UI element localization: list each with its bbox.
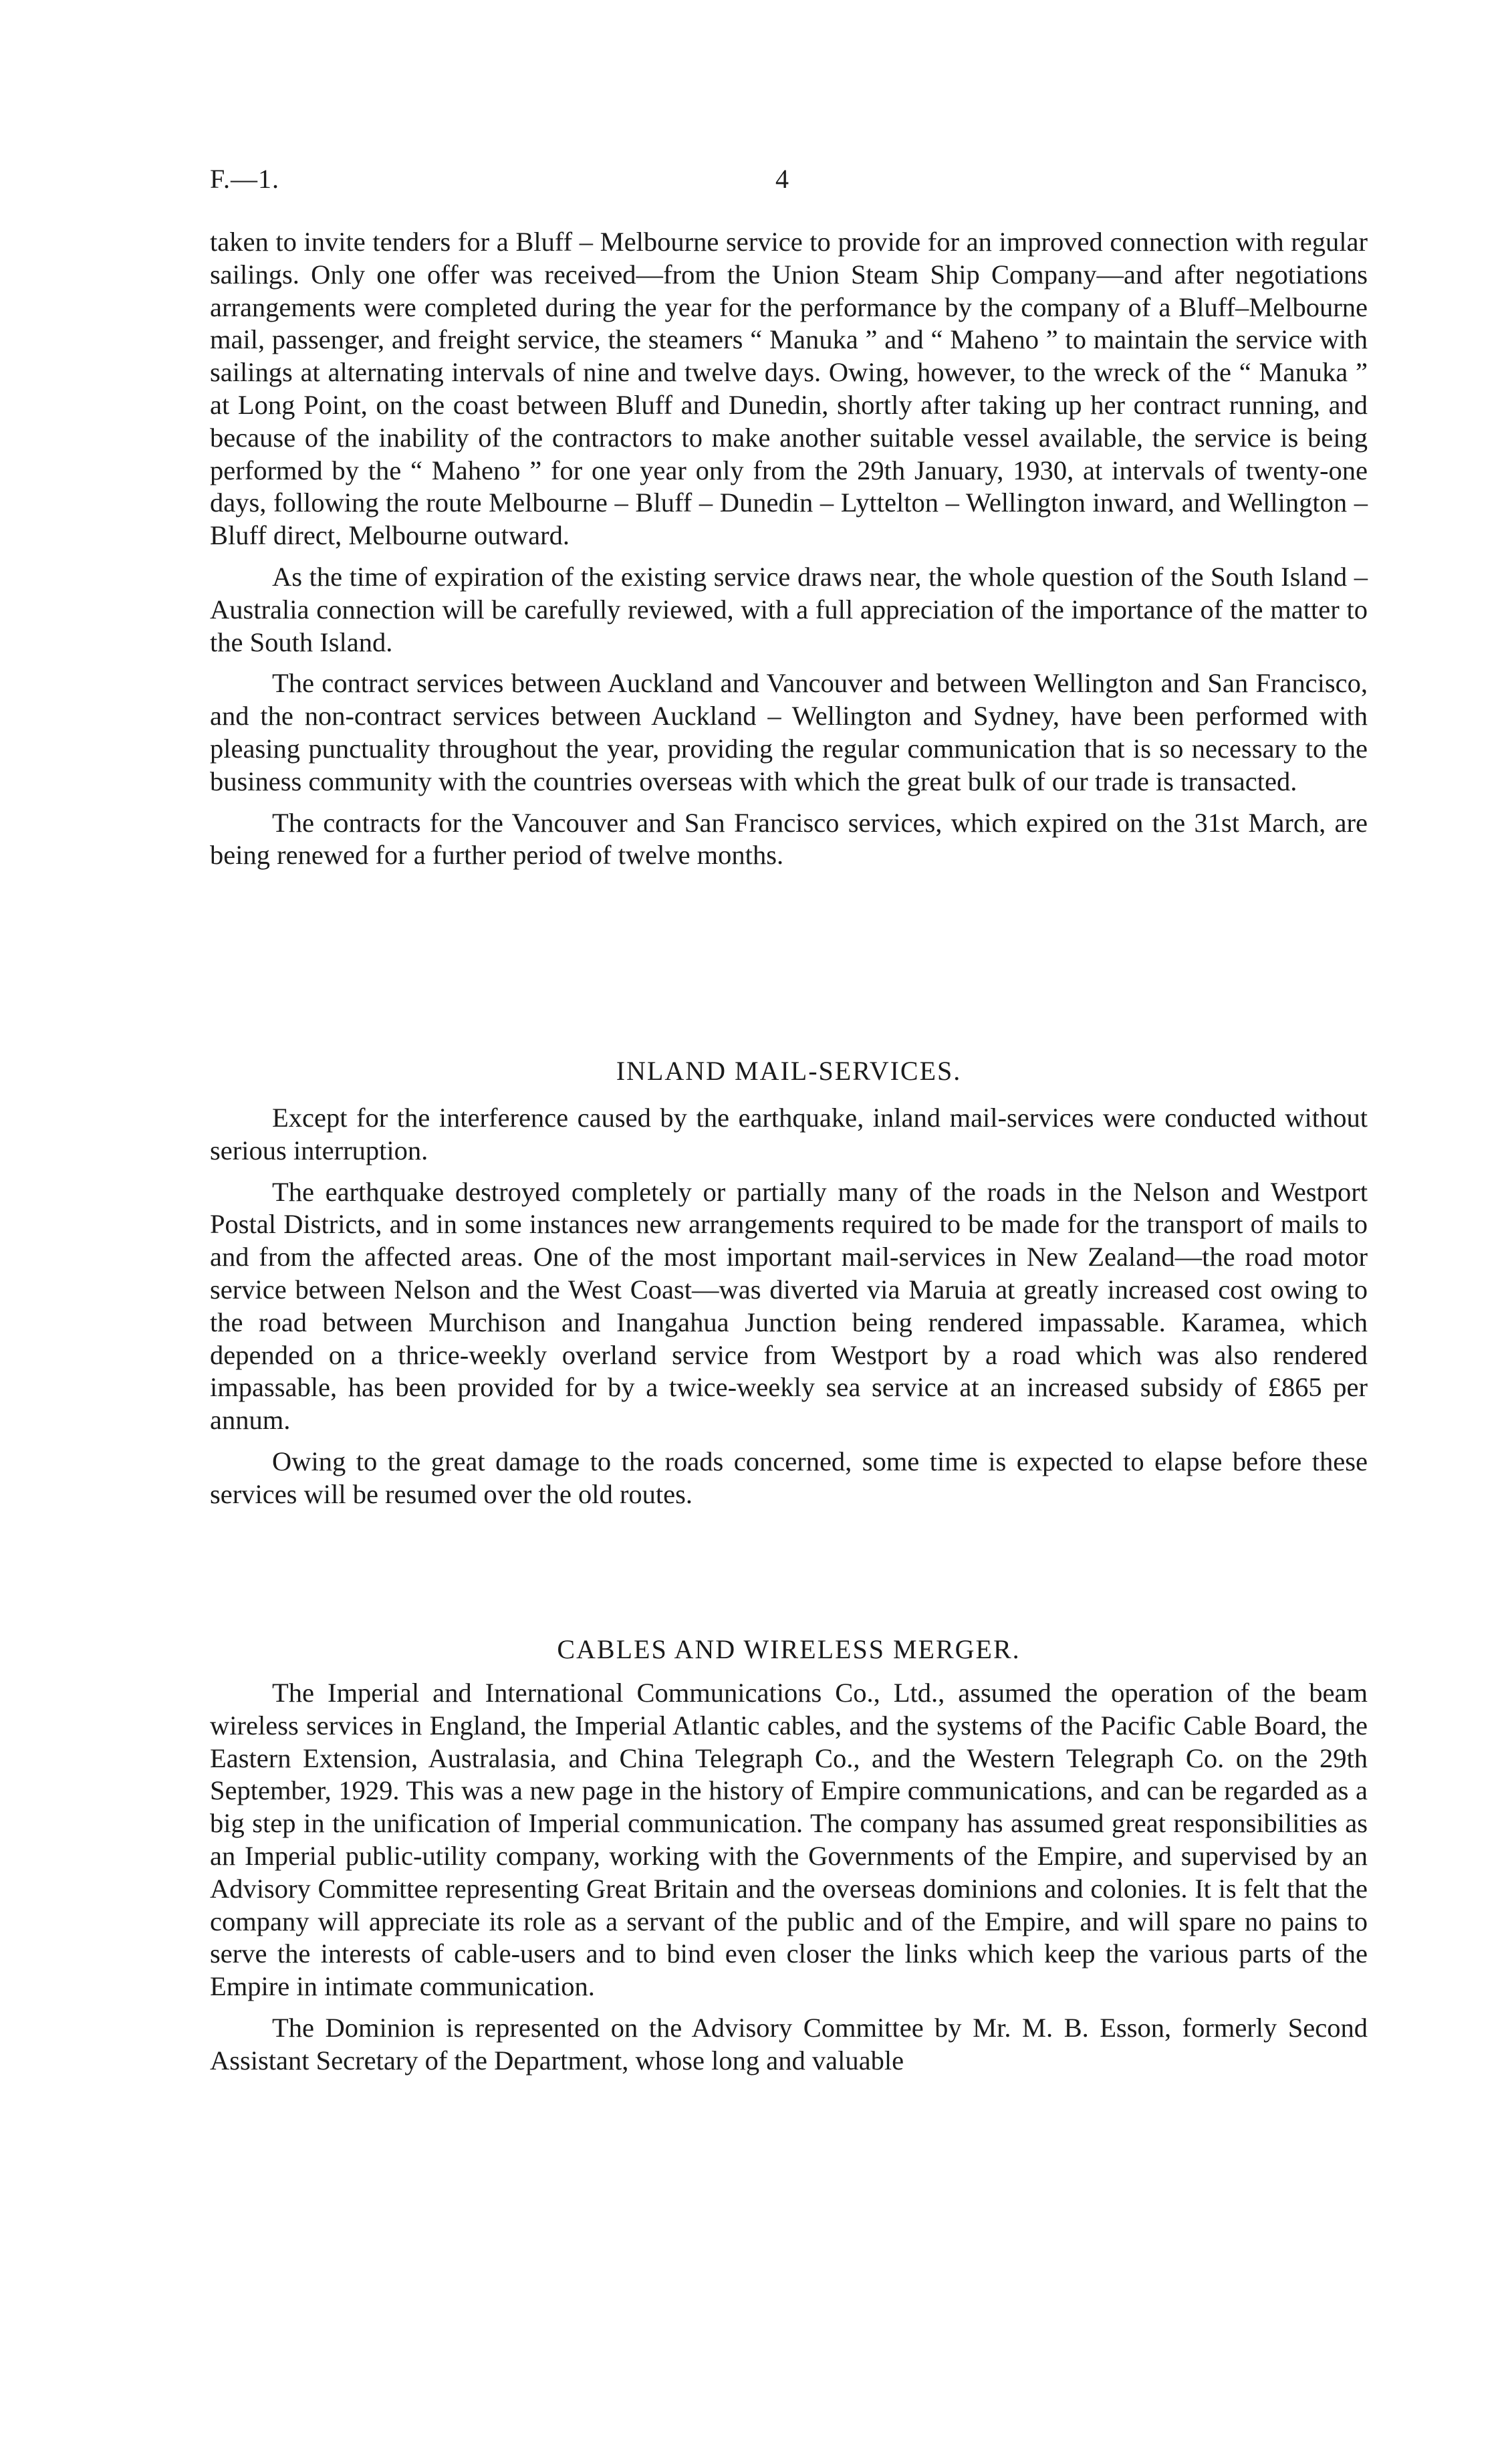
- paragraph: Owing to the great damage to the roads concerned, some time is expected to elapse before these services will be resumed over the old routes.: [210, 1446, 1368, 1509]
- mail-services-section: [210, 226, 1368, 881]
- cables-wireless-merger-heading: CABLES AND WIRELESS MERGER.: [557, 1634, 1021, 1664]
- paragraph: Except for the interference caused by the earthquake, inland mail-services were conducted without serious interruption.: [210, 1103, 1368, 1165]
- paragraph: The Imperial and International Communications Co., Ltd., assumed the operation of the beam wireless services in England, the Imperial Atlantic cables, and the systems of the Pacific Cable Board, the Eastern Extension, Australasia, and China Telegraph Co., and the Western Telegraph Co. on the 29th September, 1929. This was a new page in the history of Empire communications, and can be regarded as a big step in the unification of Imperial communication. The company has assumed great responsibilities as an Imperial public-utility company, working with the Governments of the Empire, and supervised by an Advisory Committee representing Great Britain and the overseas dominions and colonies. It is felt that the company will appreciate its role as a servant of the public and of the Empire, and will spare no pains to serve the interests of cable-users and to bind even closer the links which keep the various parts of the Empire in intimate communication.: [210, 1678, 1368, 2002]
- inland-mail-services-heading: INLAND MAIL-SERVICES.: [616, 1056, 962, 1086]
- page-number: 4: [775, 164, 789, 194]
- paragraph: The Dominion is represented on the Advisory Committee by Mr. M. B. Esson, formerly Second Assistant Secretary of the Department, whose long and valuable: [210, 2012, 1368, 2076]
- paragraph: The earthquake destroyed completely or partially many of the roads in the Nelson and Westport Postal Districts, and in some instances new arrangements required to be made for the transport of mails to and from the affected areas. One of the most important mail-services in New Zealand—the road motor service between Nelson and the West Coast—was diverted via Maruia at greatly increased cost owing to the road between Murchison and Inangahua Junction being rendered impassable. Karamea, which depended on a thrice-weekly overland service from Westport by a road which was also rendered impassable, has been provided for by a twice-weekly sea service at an increased subsidy of £865 per annum.: [210, 1176, 1368, 1436]
- cables-wireless-merger-section: [210, 1677, 1368, 2086]
- document-reference: F.—1.: [210, 164, 280, 194]
- inland-mail-services-section: [210, 1102, 1368, 1520]
- paragraph: taken to invite tenders for a Bluff – Melbourne service to provide for an improved connection with regular sailings. Only one offer was received—from the Union Steam Ship Company—and after negotiations arrangements were completed during the year for the performance by the company of a Bluff–Melbourne mail, passenger, and freight service, the steamers “ Manuka ” and “ Maheno ” to maintain the service with sailings at alternating intervals of nine and twelve days. Owing, however, to the wreck of the “ Manuka ” at Long Point, on the coast between Bluff and Dunedin, shortly after taking up her contract running, and because of the inability of the contractors to make another suitable vessel available, the service is being performed by the “ Maheno ” for one year only from the 29th January, 1930, at intervals of twenty-one days, following the route Melbourne – Bluff – Dunedin – Lyttelton – Wellington inward, and Wellington – Bluff direct, Melbourne outward.: [210, 227, 1368, 551]
- paragraph: As the time of expiration of the existing service draws near, the whole question of the South Island – Australia connection will be carefully reviewed, with a full appreciation of the importance of the matter to the South Island.: [210, 561, 1368, 657]
- paragraph: The contracts for the Vancouver and San Francisco services, which expired on the 31st March, are being renewed for a further period of twelve months.: [210, 807, 1368, 871]
- paragraph: The contract services between Auckland and Vancouver and between Wellington and San Francisco, and the non-contract services between Auckland – Wellington and Sydney, have been performed with pleasing punctuality throughout the year, providing the regular communication that is so necessary to the business community with the countries overseas with which the great bulk of our trade is transacted.: [210, 668, 1368, 796]
